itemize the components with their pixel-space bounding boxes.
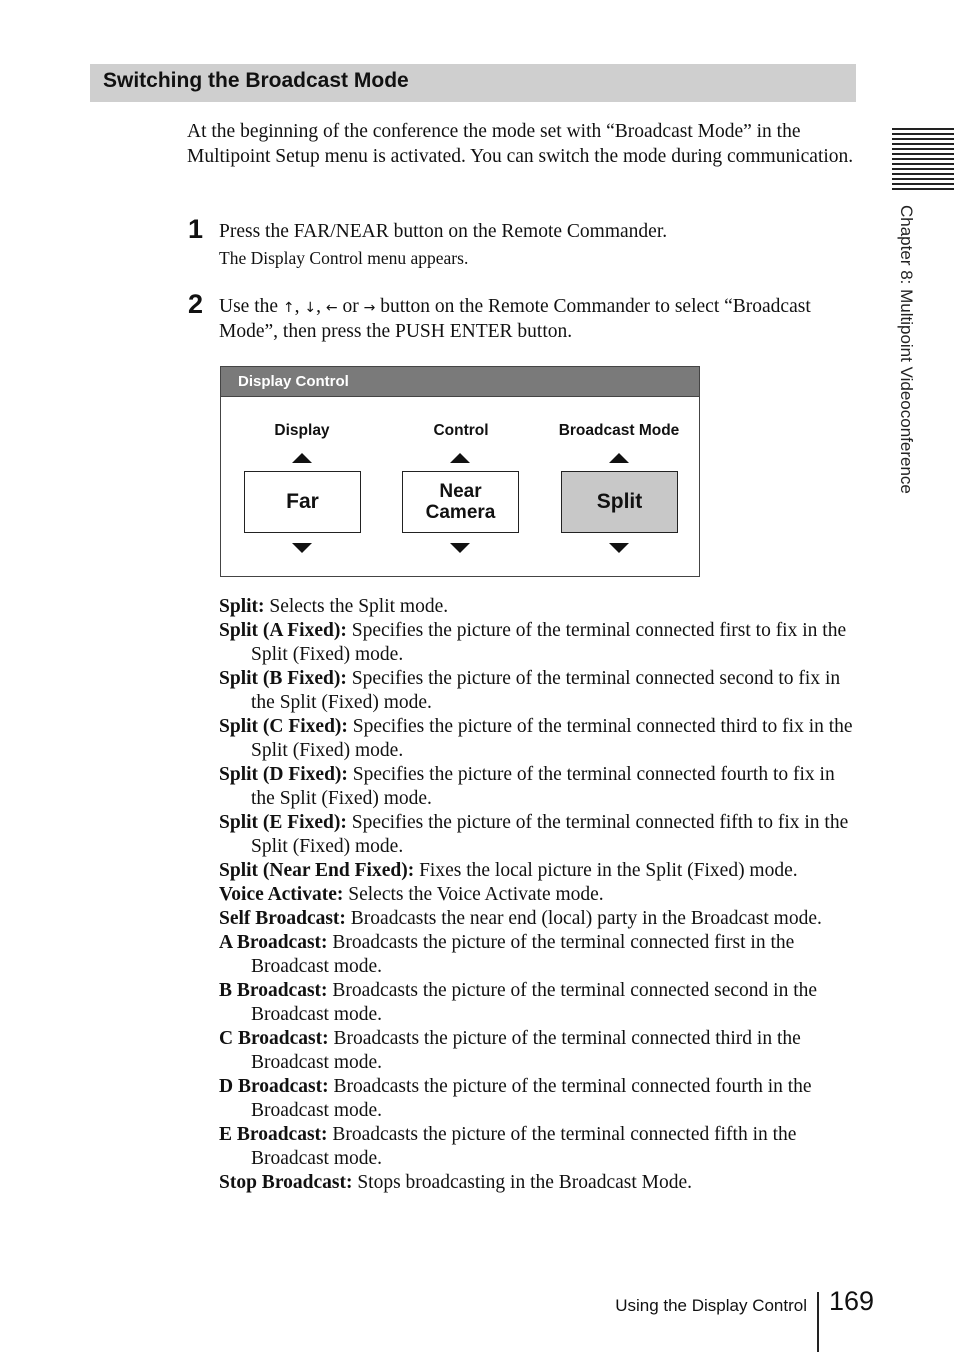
definition-desc: Broadcasts the picture of the terminal connected fifth in the Broadcast mode. (251, 1124, 797, 1169)
definition-item (219, 1075, 859, 1123)
arrow-down-icon: ↓ (304, 300, 317, 316)
step-2-number: 2 (188, 289, 204, 319)
definition-item (219, 1123, 859, 1171)
page-number: 169 (829, 1286, 875, 1316)
section-title: Switching the Broadcast Mode (103, 69, 409, 92)
definition-desc: Specifies the picture of the terminal connected third to fix in the Split (Fixed) mode. (251, 716, 853, 761)
definition-term: A Broadcast: (219, 932, 328, 953)
intro-paragraph: At the beginning of the conference the mode set with “Broadcast Mode” in the Multipoint Setup menu is activated. You can switch the mode during communication. (187, 121, 854, 167)
definition-item (219, 859, 859, 883)
step-2-or: or (342, 296, 359, 317)
step-1-number: 1 (188, 214, 204, 244)
definition-term: Voice Activate: (219, 884, 344, 905)
definition-desc: Broadcasts the picture of the terminal connected fourth in the Broadcast mode. (251, 1076, 812, 1121)
definition-desc: Broadcasts the near end (local) party in the Broadcast mode. (350, 908, 822, 929)
broadcast-mode-down-arrow-icon[interactable] (609, 543, 629, 553)
mode-definitions-list (219, 595, 859, 1195)
arrow-up-icon: ↑ (282, 300, 295, 316)
panel-header (221, 367, 699, 397)
definition-desc: Specifies the picture of the terminal connected fourth to fix in the Split (Fixed) mode. (251, 764, 835, 809)
definition-item (219, 1171, 859, 1195)
step-1-text: Press the FAR/NEAR button on the Remote Commander. (219, 221, 668, 242)
definition-item (219, 1027, 859, 1075)
definition-desc: Selects the Voice Activate mode. (348, 884, 604, 905)
footer-divider (817, 1292, 819, 1352)
definition-term: Split (Near End Fixed): (219, 860, 415, 881)
definition-term: Split (E Fixed): (219, 812, 347, 833)
definition-item (219, 619, 859, 667)
section-header-bar (90, 64, 856, 102)
definition-term: D Broadcast: (219, 1076, 329, 1097)
definition-item (219, 931, 859, 979)
control-up-arrow-icon[interactable] (450, 453, 470, 463)
definition-desc: Broadcasts the picture of the terminal connected third in the Broadcast mode. (251, 1028, 801, 1073)
definition-term: Split (B Fixed): (219, 668, 347, 689)
step-2-sep-1: , (294, 296, 300, 317)
definition-desc: Broadcasts the picture of the terminal connected first in the Broadcast mode. (251, 932, 795, 977)
broadcast-mode-up-arrow-icon[interactable] (609, 453, 629, 463)
definition-term: Self Broadcast: (219, 908, 346, 929)
broadcast-mode-label: Broadcast Mode (558, 422, 680, 439)
definition-item (219, 763, 859, 811)
step-2-sep-2: , (316, 296, 321, 317)
display-down-arrow-icon[interactable] (292, 543, 312, 553)
definition-item (219, 715, 859, 763)
definition-desc: Broadcasts the picture of the terminal connected second in the Broadcast mode. (251, 980, 818, 1025)
definition-item (219, 883, 859, 907)
definition-item (219, 907, 859, 931)
arrow-right-icon: → (363, 300, 376, 316)
step-1-subtext: The Display Control menu appears. (219, 248, 469, 268)
definition-term: Split (A Fixed): (219, 620, 347, 641)
display-label: Display (274, 422, 330, 439)
definition-desc: Stops broadcasting in the Broadcast Mode. (357, 1172, 693, 1193)
definition-desc: Specifies the picture of the terminal connected second to fix in the Split (Fixed) mode. (251, 668, 841, 713)
definition-term: B Broadcast: (219, 980, 328, 1001)
definition-term: Split (D Fixed): (219, 764, 348, 785)
control-value-box[interactable] (402, 471, 519, 533)
definition-item (219, 595, 859, 619)
control-down-arrow-icon[interactable] (450, 543, 470, 553)
definition-desc: Selects the Split mode. (269, 596, 449, 617)
panel-title: Display Control (238, 373, 349, 390)
display-value-box[interactable]: Far (244, 471, 361, 533)
broadcast-mode-value-box[interactable]: Split (561, 471, 678, 533)
control-value-line-2: Camera (425, 502, 496, 523)
footer-section-label: Using the Display Control (615, 1296, 807, 1315)
definition-term: Split (C Fixed): (219, 716, 348, 737)
definition-item (219, 811, 859, 859)
chapter-tab-lines (892, 128, 954, 193)
control-value-line-1: Near (439, 481, 482, 502)
definition-item (219, 667, 859, 715)
chapter-tab-text: Chapter 8: Multipoint Videoconference (897, 205, 916, 494)
display-control-panel (220, 366, 700, 577)
step-2-text-after: button on the Remote Commander to select “Broadcast Mode”, then press the PUSH ENTER button. (219, 296, 811, 342)
definition-term: C Broadcast: (219, 1028, 329, 1049)
step-2-text-before: Use the (219, 296, 279, 317)
definition-term: Stop Broadcast: (219, 1172, 353, 1193)
definition-desc: Fixes the local picture in the Split (Fixed) mode. (419, 860, 798, 881)
step-2-text (219, 295, 859, 344)
arrow-left-icon: ← (325, 300, 338, 316)
definition-term: Split: (219, 596, 265, 617)
definition-desc: Specifies the picture of the terminal connected fifth to fix in the Split (Fixed) mode. (251, 812, 849, 857)
definition-desc: Specifies the picture of the terminal connected first to fix in the Split (Fixed) mode. (251, 620, 847, 665)
definition-term: E Broadcast: (219, 1124, 328, 1145)
control-label: Control (433, 422, 489, 439)
definition-item (219, 979, 859, 1027)
display-up-arrow-icon[interactable] (292, 453, 312, 463)
